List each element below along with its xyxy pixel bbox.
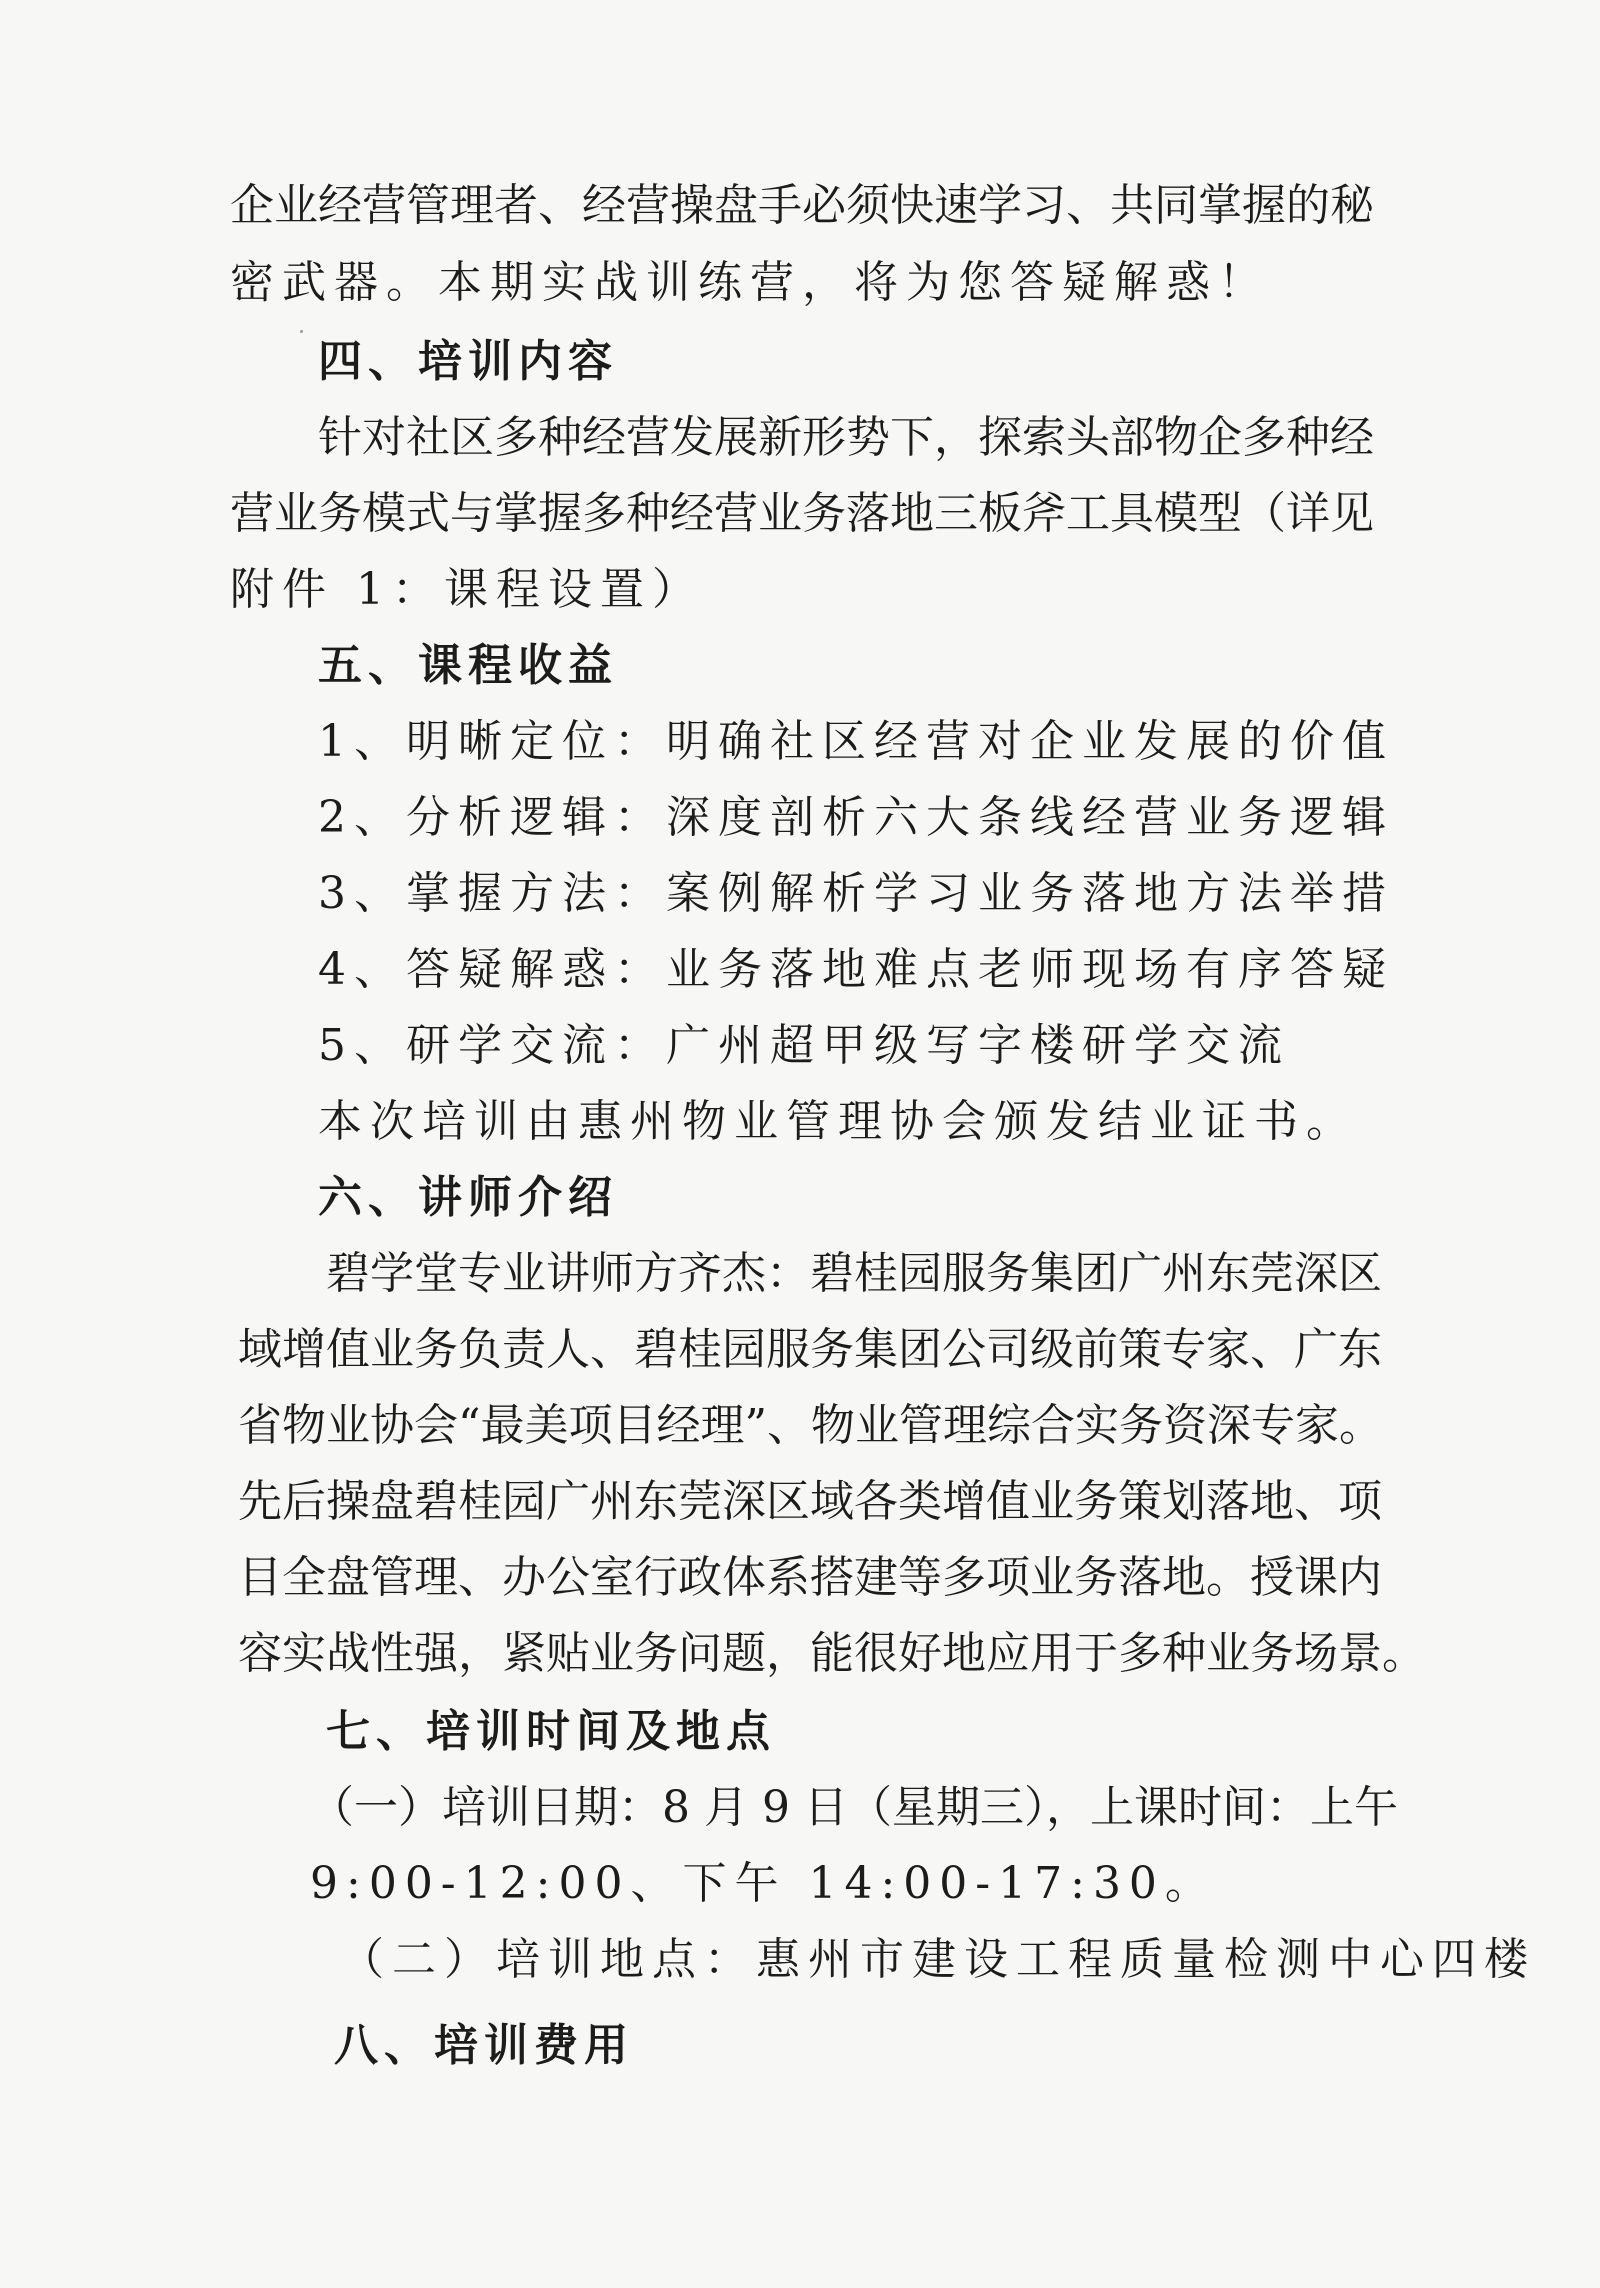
body-line-2: 密武器。本期实战训练营，将为您答疑解惑！	[230, 257, 1270, 308]
lecturer-line-1: 碧学堂专业讲师方齐杰：碧桂园服务集团广州东莞深区	[326, 1248, 1382, 1299]
venue-line: （二）培训地点：惠州市建设工程质量检测中心四楼	[340, 1934, 1536, 1985]
section-heading-6: 六、讲师介绍	[318, 1172, 618, 1223]
certificate-note: 本次培训由惠州物业管理协会颁发结业证书。	[318, 1096, 1358, 1147]
scan-speck	[300, 330, 303, 333]
lecturer-line-6: 容实战性强，紧贴业务问题，能很好地应用于多种业务场景。	[238, 1628, 1426, 1679]
body-line-1: 企业经营管理者、经营操盘手必须快速学习、共同掌握的秘	[230, 180, 1374, 231]
lecturer-line-3: 省物业协会“最美项目经理”、物业管理综合实务资深专家。	[238, 1400, 1383, 1451]
benefit-item-3: 3、掌握方法：案例解析学习业务落地方法举措	[318, 868, 1394, 919]
schedule-time-line: 9:00-12:00、下午 14:00-17:30。	[310, 1858, 1217, 1909]
benefit-item-1: 1、明晰定位：明确社区经营对企业发展的价值	[318, 716, 1394, 767]
benefit-item-4: 4、答疑解惑：业务落地难点老师现场有序答疑	[318, 944, 1394, 995]
benefit-item-5: 5、研学交流：广州超甲级写字楼研学交流	[318, 1020, 1290, 1071]
schedule-date-line: （一）培训日期：8 月 9 日（星期三），上课时间：上午	[310, 1782, 1398, 1833]
lecturer-line-2: 域增值业务负责人、碧桂园服务集团公司级前策专家、广东	[238, 1324, 1382, 1375]
body-line-3: 针对社区多种经营发展新形势下，探索头部物企多种经	[318, 412, 1374, 463]
section-heading-8: 八、培训费用	[334, 2020, 634, 2071]
section-heading-5: 五、课程收益	[318, 640, 618, 691]
benefit-item-2: 2、分析逻辑：深度剖析六大条线经营业务逻辑	[318, 792, 1394, 843]
lecturer-line-4: 先后操盘碧桂园广州东莞深区域各类增值业务策划落地、项	[238, 1476, 1382, 1527]
body-line-5: 附件 1：课程设置）	[230, 564, 704, 615]
lecturer-line-5: 目全盘管理、办公室行政体系搭建等多项业务落地。授课内	[238, 1552, 1382, 1603]
section-heading-7: 七、培训时间及地点	[326, 1706, 776, 1757]
body-line-4: 营业务模式与掌握多种经营业务落地三板斧工具模型（详见	[230, 488, 1374, 539]
section-heading-4: 四、培训内容	[318, 336, 618, 387]
